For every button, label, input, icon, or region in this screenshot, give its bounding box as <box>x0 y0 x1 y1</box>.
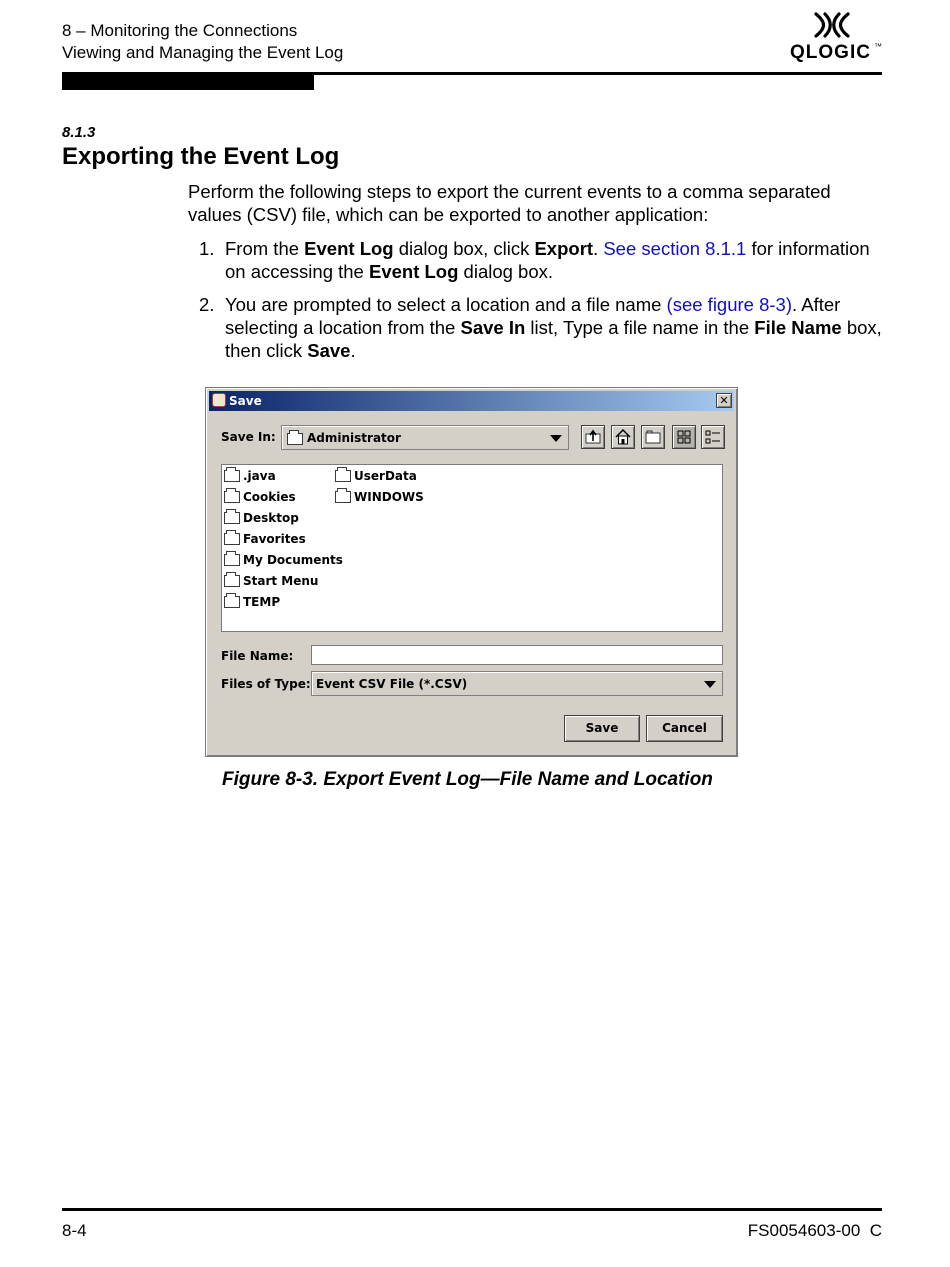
ui-term: Event Log <box>304 238 394 259</box>
folder-icon <box>224 575 240 587</box>
steps-list <box>188 237 888 372</box>
files-of-type-label: Files of Type: <box>221 677 311 691</box>
step-text: . <box>593 238 604 259</box>
cancel-button[interactable]: Cancel <box>646 715 723 742</box>
file-name: Desktop <box>243 511 299 525</box>
intro-paragraph: Perform the following steps to export the current events to a comma separated values (CSV) file, which can be exported to another application: <box>188 181 831 225</box>
figure-link[interactable]: (see figure 8-3) <box>666 294 792 315</box>
step-text: for information on accessing the <box>225 238 870 282</box>
file-name: Favorites <box>243 532 306 546</box>
java-cup-icon <box>212 393 226 407</box>
save-in-label: Save In: <box>221 430 276 444</box>
save-in-select[interactable] <box>281 425 569 450</box>
folder-icon <box>224 533 240 545</box>
step-text: . After selecting a location from the <box>225 294 841 338</box>
list-item[interactable] <box>335 490 424 504</box>
new-folder-icon[interactable] <box>641 425 665 449</box>
folder-icon <box>335 470 351 482</box>
step-number: 2. <box>199 294 215 315</box>
list-view-icon[interactable] <box>672 425 696 449</box>
section-link[interactable]: See section 8.1.1 <box>603 238 747 259</box>
document-id: FS0054603-00 C <box>747 1221 882 1240</box>
close-icon[interactable]: ✕ <box>716 393 732 408</box>
list-item[interactable] <box>224 595 280 609</box>
step-number: 1. <box>199 238 215 259</box>
folder-icon <box>224 512 240 524</box>
save-in-value: Administrator <box>307 431 401 445</box>
footer-rule <box>62 1208 882 1211</box>
step-text: box, then click <box>225 317 882 361</box>
folder-icon <box>224 470 240 482</box>
list-item[interactable] <box>224 574 318 588</box>
ui-term: Save In <box>460 317 526 338</box>
step-text: From the <box>225 238 305 259</box>
home-icon[interactable] <box>611 425 635 449</box>
list-item[interactable] <box>224 532 306 546</box>
dialog-title-bar <box>209 391 734 411</box>
folder-icon <box>335 491 351 503</box>
section-title: Exporting the Event Log <box>62 143 340 170</box>
folder-icon <box>224 491 240 503</box>
folder-icon <box>224 596 240 608</box>
list-item[interactable] <box>224 511 299 525</box>
ui-term: Event Log <box>368 261 459 282</box>
running-header-section: Viewing and Managing the Event Log <box>62 43 344 62</box>
qlogic-logo <box>790 8 880 66</box>
dialog-title: Save <box>229 394 262 408</box>
folder-icon <box>287 433 303 445</box>
running-header-chapter: 8 – Monitoring the Connections <box>62 21 298 40</box>
section-number: 8.1.3 <box>62 124 96 141</box>
file-name: UserData <box>354 469 417 483</box>
dialog-toolbar <box>581 425 727 449</box>
file-name-field[interactable] <box>311 645 723 665</box>
list-item[interactable] <box>335 469 417 483</box>
step-text: You are prompted to select a location and a file name <box>225 294 667 315</box>
list-item[interactable] <box>224 553 343 567</box>
file-name: WINDOWS <box>354 490 424 504</box>
step-2 <box>188 293 888 362</box>
details-view-icon[interactable] <box>701 425 725 449</box>
files-of-type-select[interactable] <box>311 671 723 696</box>
list-item[interactable] <box>224 490 296 504</box>
logo-trademark: ™ <box>874 42 882 51</box>
file-name-label: File Name: <box>221 649 294 663</box>
save-dialog <box>205 387 738 757</box>
file-name: My Documents <box>243 553 343 567</box>
list-item[interactable] <box>224 469 276 483</box>
file-list[interactable] <box>221 464 723 632</box>
step-text: . <box>350 340 356 361</box>
file-name: Cookies <box>243 490 296 504</box>
file-name: Start Menu <box>243 574 319 588</box>
figure-caption: Figure 8-3. Export Event Log—File Name and Location <box>222 769 713 790</box>
ui-term: Export <box>534 238 594 259</box>
header-tab-bar <box>62 75 314 90</box>
step-1 <box>188 237 888 283</box>
folder-icon <box>224 554 240 566</box>
logo-mark-icon <box>812 10 852 40</box>
logo-text: QLOGIC <box>790 42 871 63</box>
step-text: dialog box, click <box>393 238 535 259</box>
save-button[interactable]: Save <box>564 715 640 742</box>
chevron-down-icon <box>550 435 562 442</box>
file-name: TEMP <box>243 595 281 609</box>
up-folder-icon[interactable] <box>581 425 605 449</box>
step-text: dialog box. <box>458 261 554 282</box>
ui-term: Save <box>307 340 351 361</box>
ui-term: File Name <box>754 317 842 338</box>
page-number: 8-4 <box>62 1221 87 1240</box>
file-name: .java <box>243 469 276 483</box>
chevron-down-icon <box>704 681 716 688</box>
files-of-type-value: Event CSV File (*.CSV) <box>316 677 468 691</box>
step-text: list, Type a file name in the <box>525 317 755 338</box>
